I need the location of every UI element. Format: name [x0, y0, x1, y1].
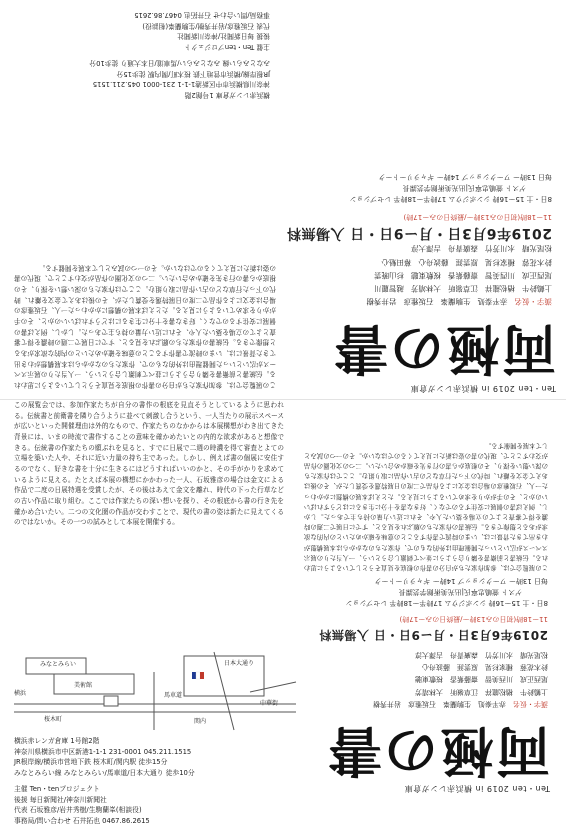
- support: 後援 毎日新聞社/神奈川新聞社: [14, 795, 107, 804]
- representatives: 代表 石坂雅彦/岩井秀樹/生駒蘭峯(相談役): [14, 806, 142, 815]
- map-label: 横浜: [14, 690, 27, 697]
- events-list: [350, 171, 552, 204]
- opening-hours: 11ー18時(初日のみ13時ー/最終日のみー17時): [403, 213, 552, 221]
- info-block: [14, 10, 270, 100]
- access-line: JR根岸線/横浜市営地下鉄 桜木町/関内駅 徒歩15分: [14, 758, 168, 767]
- organizer: 主催 Ten・tenプロジェクト: [184, 42, 270, 51]
- venue: 横浜赤レンガ倉庫 1号館2階: [14, 737, 100, 745]
- artists-list: 漢字・仮名赤平泰処生駒蘭峯石坂雅彦岩井秀樹 上鶴鈴牛楢松龍祥江草嶺昕大林靖芳越智麗川 尾西正成川西美智齋藤紫香桜敷東聴杉山暁雲 鈴木花蓉種家杉晃原雲涯藤波舟心幕田魁心 松尾光晴水川芳竹森廣青舟吉澤大淳: [366, 244, 552, 306]
- essay-column: [14, 262, 276, 390]
- exhibition-date: 2019年6月3日・月ー9日・日 入場無料: [318, 628, 548, 642]
- poster-title: 両極の書: [326, 719, 550, 783]
- access-line: JR根岸線/横浜市営地下鉄 桜木町/関内駅 徒歩15分: [116, 69, 270, 78]
- office-contact: 事務局/問い合わせ 石井拓也 0467.86.2615: [14, 816, 150, 825]
- exhibition-date: 2019年6月3日・月ー9日・日 入場無料: [286, 225, 552, 241]
- support: 後援 毎日新聞社/神奈川新聞社: [177, 32, 270, 41]
- essay-text: この展覧会では、参加作家たちが自分の書作の根底を見直そうとしているように思われる。伝統書と前衛書を隣り合うように並べて刺激し合うという、一人当たりの展示スペースが広いといった開催理由は外的なもので、作家たちのなかからは本展構想がわき出てきた背景には、いまの時流で書作することの意味を確かめたいとの内的な欲求があると想像できる。伝統書の作家たちの願ぶれを見ると、すでに日展で二週の時濃を得て審査とよての立場を築いた人や、それに近い力量の持ち主であった。しかし、例えば書の個展に安住するのでなく、好きな書を十分に生きるにはどうすればいいのかと、その手がかりを求めているように見える。たとえば本展の構想にかかわった一人、石坂雅彦の場合は金文による作品で二度の日展特選を受賞したが、その後はあえて金文を離れ、時代の下った行草などの古い作品に取り組む。ここでは作家たちの深い想いを探り、その根底から書の行き先を確かめ合いたい。二つの文化圏の作品が交わすことで、現代の書の姿は新たに見えてくるのではないか。その一つの試みとして本展を開催する。: [14, 263, 276, 389]
- event-line: ゲスト 萱嶋忠寧氏|出光美術館学芸課長: [402, 184, 526, 193]
- poster-bottom-half: [0, 400, 566, 825]
- map-label: みなとみらい: [40, 661, 77, 668]
- events-list: 8日・土 15ー16時 シンポジウム 17時半ー18時半 レセプション ゲスト 萱嶋忠寧氏|出光美術館学芸課長 毎日 13時ー ワークショップ 14時ー ギャラリートーク: [345, 577, 548, 607]
- representatives: 代表 石坂雅彦/岩井秀樹/生駒蘭峯(相談役): [142, 21, 270, 30]
- access-line: みなとみらい線 みなとみらい/馬車道/日本大通り 徒歩10分: [14, 768, 195, 777]
- access-line: みなとみらい線 みなとみらい/馬車道/日本大通り 徒歩10分: [89, 59, 270, 68]
- map-label: 桜木町: [44, 716, 63, 723]
- event-line: 毎日 13時ー ワークショップ 14時ー ギャラリートーク: [378, 173, 552, 182]
- map-flag: [192, 672, 204, 679]
- access-map: [14, 652, 296, 730]
- address: 神奈川県横浜市中区新港1-1-1 231-0001 045.211.1515: [14, 747, 192, 756]
- poster-top-half-rotated: [0, 0, 566, 400]
- essay-text: この展覧会では、参加作家たちが自分の書作の根底を見直そうとしているように思われる。伝統書と前衛書を隣り合うように並べて刺激し合うという、一人当たりの展示スペースが広いといった開催理由は外的なもので、作家たちのなかからは本展構想がわき出てきた背景には、いまの時流で書作することの意味を確かめたいとの内的な欲求があると想像できる。伝統書の作家たちの願ぶれを見ると、すでに日展で二週の時濃を得て審査とよての立場を築いた人や、それに近い力量の持ち主であった。しかし、例えば書の個展に安住するのでなく、好きな書を十分に生きるにはどうすればいいのかと、その手がかりを求めているように見える。たとえば本展の構想にかかわった一人、石坂雅彦の場合は金文による作品で二度の日展特選を受賞したが、その後はあえて金文を離れ、時代の下った行草などの古い作品に取り組む。ここでは作家たちの深い想いを探り、その根底から書の行き先を確かめ合いたい。二つの文化圏の作品が交わすことで、現代の書の姿は新たに見えてくるのではないか。その一つの試みとして本展を開催する。: [14, 401, 285, 527]
- organizer: 主催 Ten・tenプロジェクト: [14, 785, 100, 794]
- map-label: 中華街: [260, 700, 279, 707]
- info-block: [14, 736, 296, 826]
- office-contact: 事務局/問い合わせ 石井拓也 0467.86.2615: [134, 11, 270, 20]
- artists-category: 漢字・仮名: [514, 297, 552, 306]
- event-line: 8日・土 15ー16時 シンポジウム 17時半ー18時半 レセプション: [349, 195, 552, 203]
- map-label: 馬車道: [164, 692, 183, 699]
- map-label: 日本大通り: [224, 660, 255, 667]
- header-line: Ten・ten 2019 in 横浜赤レンガ倉庫: [410, 384, 556, 393]
- artists-list: 漢字・仮名赤平泰処生駒蘭峯石坂雅彦岩井秀樹 上鶴鈴牛楢松龍祥江草嶺昕大林靖芳 尾西正成川西美智齋藤紫香桜敷東聴 鈴木花蓉種家杉晃原雲涯藤波舟心 松尾光晴水川芳竹森廣青舟吉澤大淳: [373, 651, 548, 708]
- venue: 横浜赤レンガ倉庫 1号館2階: [184, 91, 270, 99]
- poster-title: 両極の書: [332, 317, 556, 381]
- header-line: Ten・ten 2019 in 横浜赤レンガ倉庫: [404, 784, 550, 793]
- map-label: 美術館: [74, 682, 93, 689]
- right-column-rotated: [300, 400, 556, 800]
- map-label: 関内: [194, 718, 207, 725]
- opening-hours: 11ー18時(初日のみ13時ー/最終日のみー17時): [399, 615, 548, 623]
- address: 神奈川県横浜市中区新港1-1-1 231-0001 045.211.1515: [92, 80, 270, 89]
- essay-text: この展覧会では、参加作家たちが自分の書作の根底を見直そうとしているように思われる。伝統書と前衛書を隣り合うように並べて刺激し合うという、一人当たりの展示スペースが広いといった開催理由は外的なもので、作家たちのなかからは本展構想がわき出てきた背景には、いまの時流で書作することの意味を確かめたいとの内的な欲求があると想像できる。伝統書の作家たちの願ぶれを見ると、すでに日展で二週の時濃を得て審査とよての立場を築いた人や、それに近い力量の持ち主であった。しかし、例えば書の個展に安住するのでなく、好きな書を十分に生きるにはどうすればいいのかと、その手がかりを求めているように見える。たとえば本展の構想にかかわった一人、石坂雅彦の場合は金文による作品で二度の日展特選を受賞したが、その後はあえて金文を離れ、時代の下った行草などの古い作品に取り組む。ここでは作家たちの深い想いを探り、その根底から書の行き先を確かめ合いたい。二つの文化圏の作品が交わすことで、現代の書の姿は新たに見えてくるのではないか。その一つの試みとして本展を開催する。: [304, 441, 548, 571]
